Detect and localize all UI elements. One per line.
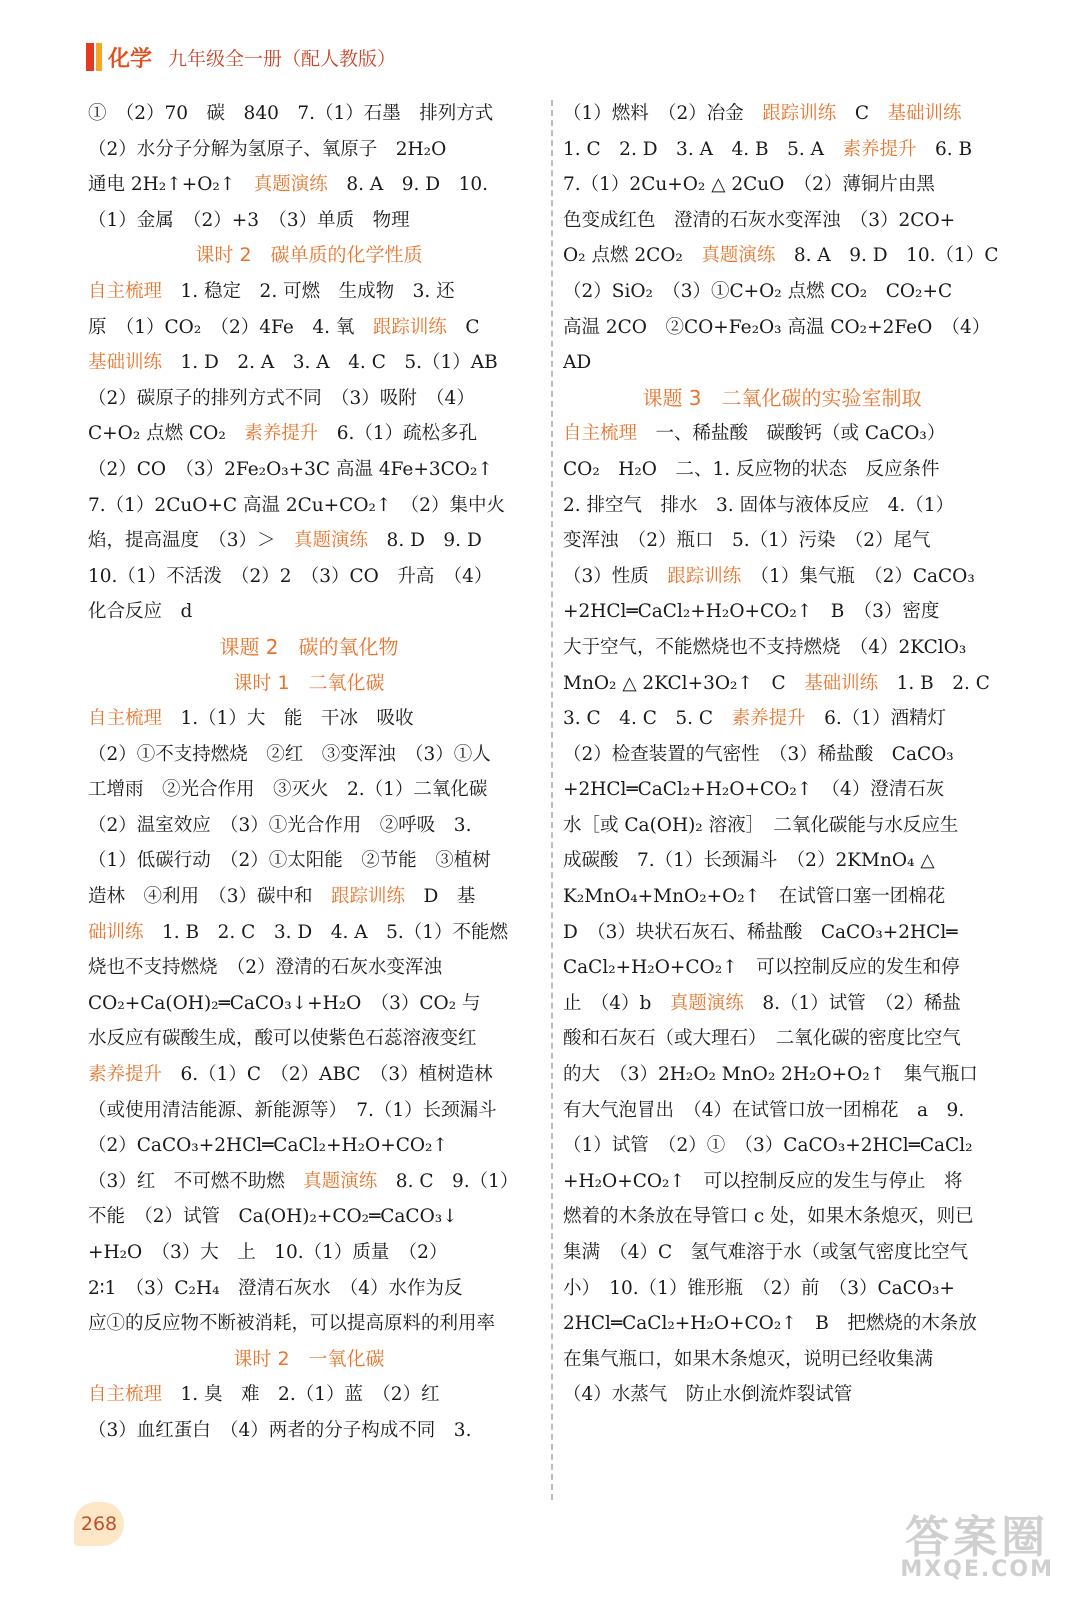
answer-text: 8. C 9.（1） — [377, 1170, 519, 1192]
answer-line — [88, 167, 530, 203]
logo-bar-accent-icon — [96, 43, 102, 71]
answer-line — [563, 488, 1001, 524]
answer-text: （4）水蒸气 防止水倒流炸裂试管 — [563, 1384, 853, 1406]
answer-text: 燃着的木条放在导管口 c 处，如果木条熄灭，则已 — [563, 1206, 974, 1228]
logo-bar-icon — [86, 43, 94, 71]
page-header — [86, 40, 396, 74]
answer-line — [563, 666, 1001, 702]
answer-line — [88, 452, 530, 488]
answer-text: 1. B 2. C — [878, 672, 990, 694]
answer-line — [88, 381, 530, 417]
answer-text: +H₂O （3）大 上 10.（1）质量 （2） — [88, 1242, 448, 1263]
section-heading: 课时 2 一氧化碳 — [233, 1347, 385, 1370]
answer-line — [563, 132, 1001, 168]
answer-line — [563, 630, 1001, 666]
answer-text: 1. 稳定 2. 可燃 生成物 3. 还 — [162, 280, 455, 302]
answer-text: 酸和石灰石（或大理石） 二氧化碳的密度比空气 — [563, 1028, 961, 1050]
answer-line — [88, 950, 530, 986]
answer-text: AD — [563, 352, 592, 374]
answer-line — [88, 843, 530, 879]
answer-text: 烧也不支持燃烧 （2）澄清的石灰水变浑浊 — [88, 957, 443, 979]
answer-line — [563, 1377, 1001, 1413]
answer-text: （2）碳原子的排列方式不同 （3）吸附 （4） — [88, 387, 475, 409]
answer-text: （2）①不支持燃烧 ②红 ③变浑浊 （3）①人 — [88, 743, 491, 765]
answer-text: 1.（1）大 能 干冰 吸收 — [162, 708, 414, 730]
answer-line — [88, 1306, 530, 1342]
answer-text: （2）温室效应 （3）①光合作用 ②呼吸 3. — [88, 814, 472, 836]
answer-text: 不能 （2）试管 Ca(OH)₂+CO₂═CaCO₃↓ — [88, 1206, 458, 1228]
answer-text: 止 （4）b — [563, 992, 670, 1014]
answer-text: 7.（1）2CuO+C 高温 2Cu+CO₂↑ （2）集中火 — [88, 494, 505, 516]
answer-text: （1）低碳行动 （2）①太阳能 ②节能 ③植树 — [88, 850, 491, 872]
answer-text: D 基 — [405, 886, 476, 908]
answer-line — [88, 416, 530, 452]
answer-text: CO₂ H₂O 二、1. 反应物的状态 反应条件 — [563, 458, 940, 480]
answer-text: C+O₂ 点燃 CO₂ — [88, 423, 245, 445]
answer-text: K₂MnO₄+MnO₂+O₂↑ 在试管口塞一团棉花 — [563, 886, 946, 908]
answer-text: 2. 排空气 排水 3. 固体与液体反应 4.（1） — [563, 494, 954, 516]
lesson-heading: 课题 3 二氧化碳的实验室制取 — [642, 385, 922, 410]
answer-line — [563, 1235, 1001, 1271]
answer-line — [563, 808, 1001, 844]
answer-line — [563, 1057, 1001, 1093]
section-tag: 跟踪训练 — [762, 103, 837, 124]
section-tag: 真题演练 — [701, 245, 776, 267]
answer-text: 成碳酸 7.（1）长颈漏斗 （2）2KMnO₄ △ — [563, 850, 935, 872]
answer-line — [563, 559, 1001, 595]
section-tag: 真题演练 — [303, 1170, 378, 1192]
answer-text: 水［或 Ca(OH)₂ 溶液］ 二氧化碳能与水反应生 — [563, 814, 959, 836]
answer-line — [88, 96, 530, 132]
answer-line — [563, 1306, 1001, 1342]
answer-text: 3. C 4. C 5. C — [563, 708, 732, 730]
answer-text: 水反应有碳酸生成，酸可以使紫色石蕊溶液变红 — [88, 1028, 477, 1050]
answer-line — [88, 523, 530, 559]
page-number: 268 — [74, 1502, 124, 1546]
answer-line — [563, 737, 1001, 773]
answer-text: 7.（1）2Cu+O₂ △ 2CuO （2）薄铜片由黑 — [563, 174, 935, 196]
watermark-logo — [900, 1501, 1054, 1582]
answer-text: 2∶1 （3）C₂H₄ 澄清石灰水 （4）水作为反 — [88, 1277, 463, 1299]
answer-text: D （3）块状石灰石、稀盐酸 CaCO₃+2HCl═ — [563, 921, 958, 943]
answer-text: 高温 2CO ②CO+Fe₂O₃ 高温 CO₂+2FeO （4） — [563, 316, 991, 338]
subject-title: 化学 — [108, 46, 153, 72]
answer-text: 变浑浊 （2）瓶口 5.（1）污染 （2）尾气 — [563, 530, 931, 552]
answer-text: 8. A 9. D 10.（1）C — [775, 245, 999, 267]
answer-line — [88, 1413, 530, 1449]
answer-text: +2HCl═CaCl₂+H₂O+CO₂↑ B （3）密度 — [563, 601, 940, 623]
answer-text: 6.（1）酒精灯 — [805, 708, 946, 730]
answer-text: （1）金属 （2）+3 （3）单质 物理 — [88, 209, 410, 231]
answer-text: 小） 10.（1）锥形瓶 （2）前 （3）CaCO₃+ — [563, 1277, 955, 1299]
answer-line — [563, 701, 1001, 737]
lesson-heading: 课题 2 碳的氧化物 — [219, 634, 399, 659]
answer-line — [563, 274, 1001, 310]
column-divider — [551, 100, 553, 1500]
answer-line — [88, 1164, 530, 1200]
section-tag: 跟踪训练 — [331, 886, 406, 908]
answer-line — [563, 950, 1001, 986]
answer-text: 10.（1）不活泼 （2）2 （3）CO 升高 （4） — [88, 565, 493, 587]
section-tag: 跟踪训练 — [667, 565, 742, 587]
answer-text: 有大气泡冒出 （4）在试管口放一团棉花 a 9. — [563, 1099, 965, 1121]
section-tag: 自主梳理 — [563, 423, 638, 445]
answer-text: （1）集气瓶 （2）CaCO₃ — [741, 565, 975, 587]
answer-text: 8.（1）试管 （2）稀盐 — [743, 992, 961, 1014]
grade-label: 九年级全一册（配人教版） — [168, 47, 397, 70]
answer-text: 6.（1）疏松多孔 — [318, 423, 478, 445]
answer-line — [88, 1235, 530, 1271]
answer-text: （3）性质 — [563, 565, 668, 587]
answer-text: （1）试管 （2）① （3）CaCO₃+2HCl═CaCl₂ — [563, 1135, 973, 1157]
answer-line — [88, 701, 530, 737]
answer-text: 色变成红色 澄清的石灰水变浑浊 （3）2CO+ — [563, 209, 956, 231]
left-column — [88, 96, 530, 1449]
answer-line — [88, 737, 530, 773]
section-tag: 素养提升 — [842, 138, 917, 160]
answer-text: 化合反应 d — [88, 601, 193, 623]
answer-line — [563, 1342, 1001, 1378]
answer-line — [88, 915, 530, 951]
answer-line — [563, 594, 1001, 630]
answer-line — [563, 772, 1001, 808]
answer-line — [563, 843, 1001, 879]
answer-line — [563, 1199, 1001, 1235]
answer-line — [88, 1021, 530, 1057]
answer-line — [563, 416, 1001, 452]
answer-text: （2）水分子分解为氢原子、氧原子 2H₂O — [88, 138, 447, 160]
answer-text: （或使用清洁能源、新能源等） 7.（1）长颈漏斗 — [88, 1099, 497, 1121]
answer-text: （2）CaCO₃+2HCl═CaCl₂+H₂O+CO₂↑ — [88, 1135, 448, 1157]
answer-text: 1. C 2. D 3. A 4. B 5. A — [563, 138, 843, 160]
answer-text: 应①的反应物不断被消耗，可以提高原料的利用率 — [88, 1313, 496, 1335]
right-column — [563, 96, 1001, 1413]
answer-line — [88, 345, 530, 381]
answer-line — [88, 1199, 530, 1235]
answer-line — [88, 559, 530, 595]
section-tag: 础训练 — [88, 921, 144, 943]
answer-line — [563, 879, 1001, 915]
answer-line — [88, 986, 530, 1022]
answer-text: 工增雨 ②光合作用 ③灭火 2.（1）二氧化碳 — [88, 779, 488, 801]
answer-text: 8. A 9. D 10. — [327, 174, 488, 196]
answer-line — [88, 310, 530, 346]
answer-line — [563, 1128, 1001, 1164]
section-tag: 真题演练 — [253, 174, 328, 196]
answer-line — [88, 772, 530, 808]
answer-line — [563, 96, 1001, 132]
answer-text: 2HCl═CaCl₂+H₂O+CO₂↑ B 把燃烧的木条放 — [563, 1313, 977, 1335]
answer-line — [563, 1021, 1001, 1057]
answer-line — [88, 1377, 530, 1413]
section-heading: 课时 2 碳单质的化学性质 — [195, 244, 423, 267]
answer-line — [88, 1093, 530, 1129]
answer-line — [88, 1057, 530, 1093]
answer-line — [563, 203, 1001, 239]
answer-text: MnO₂ △ 2KCl+3O₂↑ C — [563, 672, 805, 694]
answer-line — [563, 1093, 1001, 1129]
answer-text: CO₂+Ca(OH)₂═CaCO₃↓+H₂O （3）CO₂ 与 — [88, 992, 481, 1014]
section-tag: 基础训练 — [804, 672, 879, 694]
section-heading: 课时 1 二氧化碳 — [233, 671, 385, 694]
answer-line — [88, 1128, 530, 1164]
answer-text: （1）燃料 （2）冶金 — [563, 103, 763, 124]
answer-text: （2）CO （3）2Fe₂O₃+3C 高温 4Fe+3CO₂↑ — [88, 458, 493, 480]
answer-text: 焰，提高温度 （3）＞ — [88, 530, 295, 552]
answer-text: 一、稀盐酸 碳酸钙（或 CaCO₃） — [637, 423, 946, 445]
answer-line — [88, 1271, 530, 1307]
section-tag: 素养提升 — [244, 423, 319, 445]
answer-text: C — [836, 103, 888, 124]
answer-text: 1. B 2. C 3. D 4. A 5.（1）不能燃 — [143, 921, 509, 943]
section-tag: 素养提升 — [731, 708, 806, 730]
answer-line — [88, 203, 530, 239]
answer-text: +H₂O+CO₂↑ 可以控制反应的发生与停止 将 — [563, 1170, 963, 1192]
answer-text: 的大 （3）2H₂O₂ MnO₂ 2H₂O+O₂↑ 集气瓶口 — [563, 1064, 978, 1086]
answer-text: 1. D 2. A 3. A 4. C 5.（1）AB — [162, 352, 498, 374]
answer-line — [563, 986, 1001, 1022]
answer-text: ① （2）70 碳 840 7.（1）石墨 排列方式 — [88, 103, 494, 124]
answer-text: 在集气瓶口，如果木条熄灭，说明已经收集满 — [563, 1348, 934, 1370]
answer-text: （3）血红蛋白 （4）两者的分子构成不同 3. — [88, 1419, 472, 1441]
answer-text: 原 （1）CO₂ （2）4Fe 4. 氧 — [88, 316, 373, 338]
section-tag: 素养提升 — [88, 1064, 163, 1086]
answer-text: 6.（1）C （2）ABC （3）植树造林 — [162, 1064, 493, 1086]
answer-text: 1. 臭 难 2.（1）蓝 （2）红 — [162, 1384, 440, 1406]
answer-text: 造林 ④利用 （3）碳中和 — [88, 886, 332, 908]
answer-line — [88, 132, 530, 168]
section-tag: 真题演练 — [669, 992, 744, 1014]
answer-text: 通电 2H₂↑+O₂↑ — [88, 174, 254, 196]
answer-line — [563, 310, 1001, 346]
answer-text: 集满 （4）C 氢气难溶于水（或氢气密度比空气 — [563, 1242, 969, 1263]
answer-line — [563, 238, 1001, 274]
answer-line — [88, 594, 530, 630]
section-tag: 跟踪训练 — [372, 316, 447, 338]
answer-text: （3）红 不可燃不助燃 — [88, 1170, 304, 1192]
section-tag: 自主梳理 — [88, 1384, 163, 1406]
answer-line — [88, 879, 530, 915]
answer-text: CaCl₂+H₂O+CO₂↑ 可以控制反应的发生和停 — [563, 957, 960, 979]
answer-text: （2）SiO₂ （3）①C+O₂ 点燃 CO₂ CO₂+C — [563, 280, 953, 302]
answer-line — [88, 274, 530, 310]
answer-line — [563, 345, 1001, 381]
section-tag: 基础训练 — [88, 352, 163, 374]
answer-line — [563, 1271, 1001, 1307]
answer-line — [563, 915, 1001, 951]
section-tag: 自主梳理 — [88, 708, 163, 730]
answer-text: 8. D 9. D — [368, 530, 482, 552]
answer-line — [88, 488, 530, 524]
answer-text: 大于空气，不能燃烧也不支持燃烧 （4）2KClO₃ — [563, 636, 967, 658]
section-tag: 基础训练 — [887, 103, 962, 124]
answer-text: O₂ 点燃 2CO₂ — [563, 245, 702, 267]
answer-line — [563, 452, 1001, 488]
answer-text: 6. B — [916, 138, 973, 160]
answer-line — [563, 1164, 1001, 1200]
answer-text: +2HCl═CaCl₂+H₂O+CO₂↑ （4）澄清石灰 — [563, 779, 945, 801]
watermark-url: MXQE.COM — [900, 1557, 1054, 1582]
section-tag: 自主梳理 — [88, 280, 163, 302]
answer-text: （2）检查装置的气密性 （3）稀盐酸 CaCO₃ — [563, 743, 954, 765]
watermark-title: 答案圈 — [905, 1512, 1050, 1563]
answer-line — [88, 808, 530, 844]
answer-line — [563, 167, 1001, 203]
answer-text: C — [446, 316, 480, 338]
section-tag: 真题演练 — [294, 530, 369, 552]
answer-line — [563, 523, 1001, 559]
